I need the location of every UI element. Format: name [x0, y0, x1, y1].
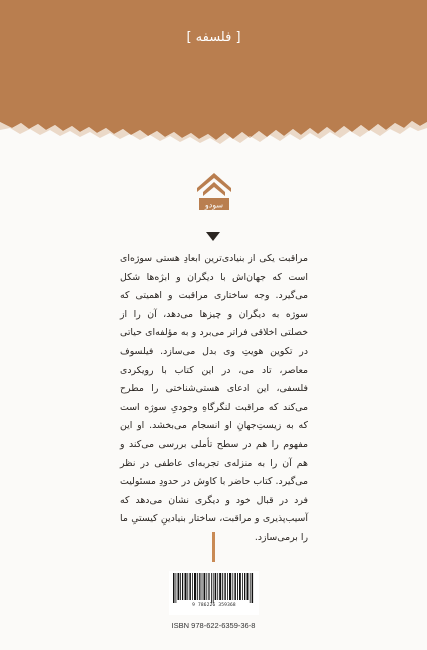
barcode	[169, 571, 259, 615]
logo-text: سودو	[204, 200, 224, 210]
barcode-digits: 9 786226 359368	[192, 603, 236, 608]
barcode-bars	[173, 573, 255, 603]
torn-paper-edge	[0, 112, 427, 146]
book-description: مراقبت یکی از بنیادی‌ترین ابعادِ هستی سوژه‌ای است که جهان‌اش با دیگران و ابژه‌ها شکل می‌گیرد. وجه ساختاری مراقبت و اهمیتی که سوژه به دیگران و چیزها می‌دهد، آن را از خصلتی اخلاقی فراتر می‌برد و به مؤلفه‌ای حیاتی در تکوین هویتِ وی بدل می‌سازد. فیلسوف معاصر، تاد می، در این کتاب با رویکردی فلسفی، این ادعای هستی‌شناختی را مطرح می‌کند که مراقبت لنگرگاهِ وجودیِ سوژه است که به زیستِ‌جهانِ او انسجام می‌بخشد. او این مفهوم را هم در سطح تأملی بررسی می‌کند و هم آن را به منزله‌ی تجربه‌ای عاطفی در نظر می‌گیرد. کتاب حاضر با کاوش در حدودِ مسئولیت فرد در قبال خود و دیگری نشان می‌دهد که آسیب‌پذیری و مراقبت، ساختار بنیادینِ کیستیِ ما را برمی‌سازد.	[120, 253, 308, 543]
category-label: [ فلسفه ]	[186, 30, 241, 45]
house-logo-with-text	[195, 170, 233, 212]
isbn-text: ISBN 978-622-6359-36-8	[171, 621, 256, 630]
triangle-down-icon	[206, 232, 220, 242]
top-color-band	[0, 0, 427, 120]
accent-divider	[212, 532, 215, 562]
